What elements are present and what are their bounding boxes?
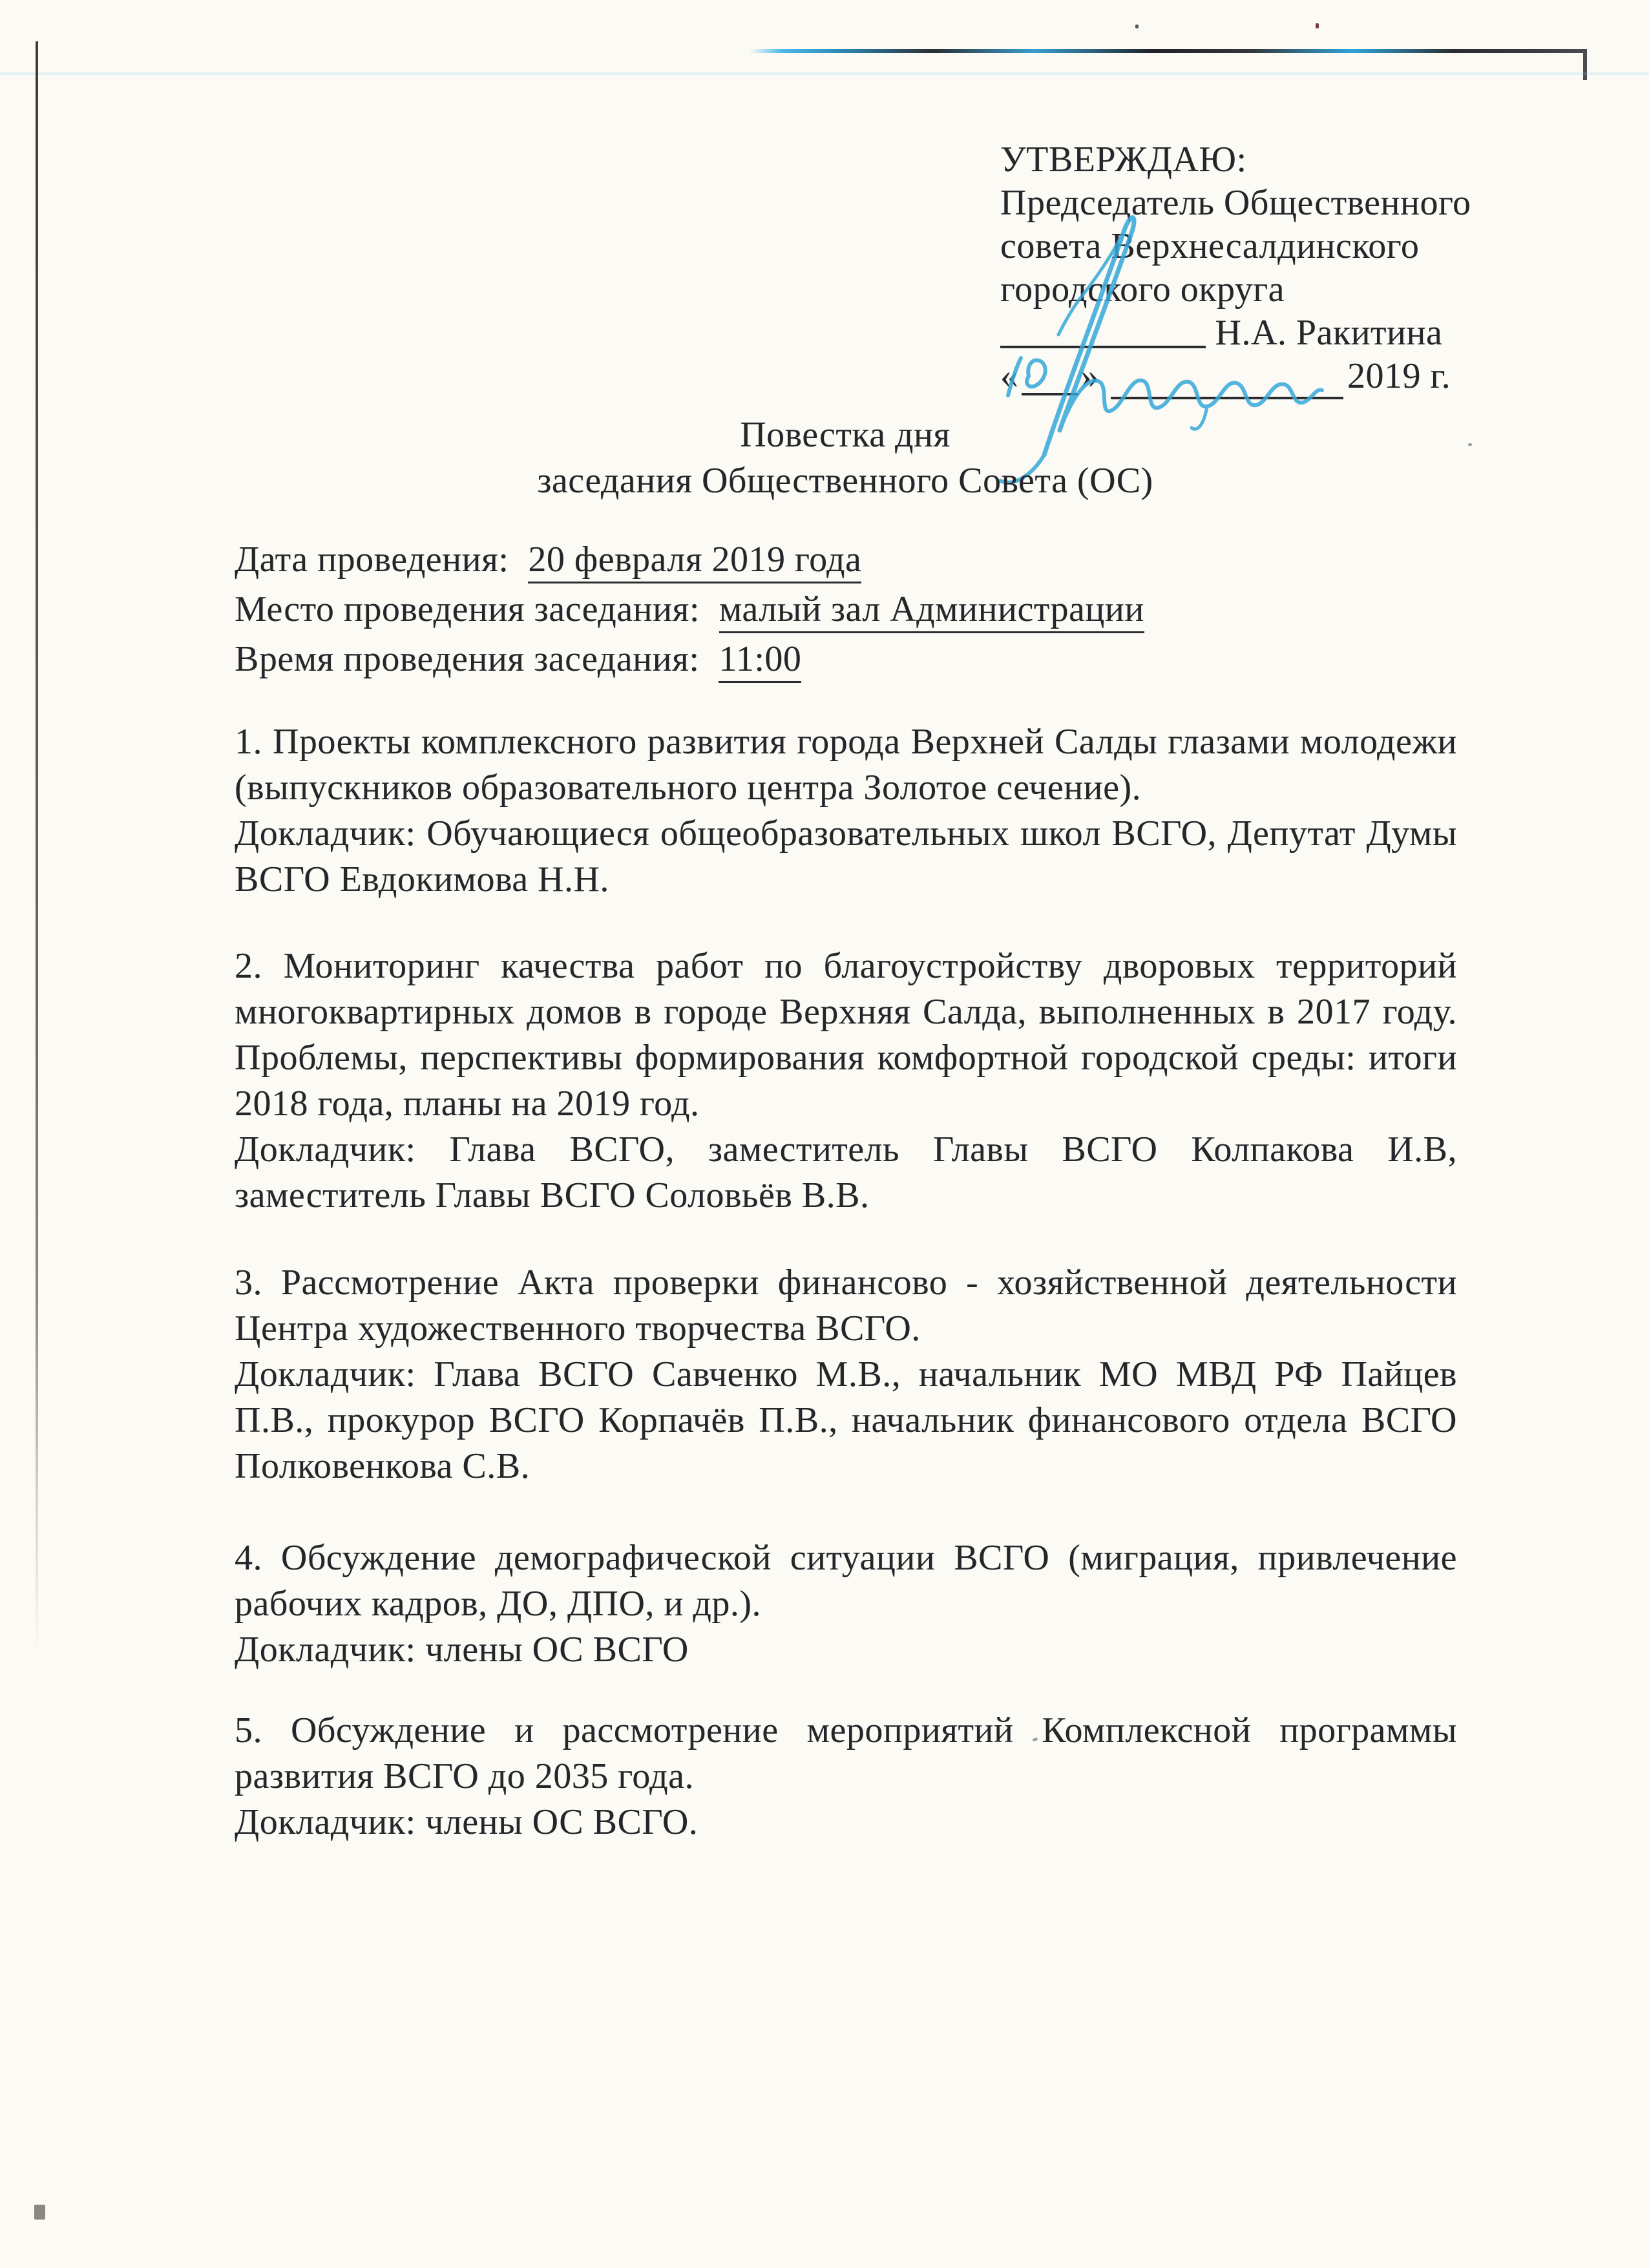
approval-block — [1000, 138, 1471, 399]
month-blank-line — [1111, 397, 1343, 399]
scan-artifact-left-edge-line — [36, 41, 38, 1657]
approval-line: совета Верхнесалдинского — [1000, 226, 1420, 266]
meta-row-place — [235, 585, 1456, 635]
approval-line: городского округа — [1000, 269, 1285, 310]
approval-heading: УТВЕРЖДАЮ: — [1000, 140, 1247, 180]
signature-name-line — [1000, 311, 1465, 355]
agenda-item-speaker: Докладчик: Обучающиеся общеобразовательных школ ВСГО, Депутат Думы ВСГО Евдокимова Н.Н. — [235, 814, 1457, 899]
approval-date-line — [1000, 355, 1465, 399]
scan-artifact-speck — [1135, 25, 1139, 28]
agenda-item-5 — [235, 1708, 1457, 1845]
agenda-item-topic: 1. Проекты комплексного развития города Верхней Салды глазами молодежи (выпускников образовательного центра Золотое сечение). — [235, 722, 1457, 808]
agenda-item-topic: 3. Рассмотрение Акта проверки финансово - хозяйственной деятельности Центра художественного творчества ВСГО. — [235, 1263, 1457, 1349]
close-quote: » — [1080, 356, 1099, 396]
meta-value-underlined: малый зал Администрации — [719, 589, 1144, 633]
approval-line: Председатель Общественного — [1000, 183, 1471, 223]
meta-value-underlined: 11:00 — [719, 639, 801, 683]
year-suffix: 2019 г. — [1347, 356, 1451, 396]
title-line-1: Повестка дня — [740, 415, 951, 455]
day-blank-line — [1022, 393, 1078, 395]
signature-blank-line — [1000, 346, 1206, 348]
meta-label: Место проведения заседания: — [235, 589, 700, 629]
agenda-item-1 — [235, 719, 1457, 903]
meta-row-date — [235, 535, 1456, 585]
approver-name: Н.А. Ракитина — [1215, 313, 1443, 353]
agenda-item-speaker: Докладчик: Глава ВСГО Савченко М.В., начальник МО МВД РФ Пайцев П.В., прокурор ВСГО Корпачёв П.В., начальник финансового отдела ВСГО Полковенкова С.В. — [235, 1354, 1457, 1486]
meta-label: Время проведения заседания: — [235, 639, 700, 679]
agenda-item-topic: 4. Обсуждение демографической ситуации ВСГО (миграция, привлечение рабочих кадров, ДО, ДПО, и др.). — [235, 1538, 1457, 1624]
agenda-item-2 — [235, 943, 1457, 1219]
agenda-item-topic: 2. Мониторинг качества работ по благоустройству дворовых территорий многоквартирных домов в городе Верхняя Салда, выполненных в 2017 году. Проблемы, перспективы формирования комфортной городской среды: итоги 2018 года, планы на 2019 год. — [235, 946, 1457, 1124]
document-title — [235, 412, 1456, 504]
agenda-item-speaker: Докладчик: члены ОС ВСГО. — [235, 1802, 698, 1842]
meta-label: Дата проведения: — [235, 540, 509, 580]
meta-block — [235, 535, 1456, 684]
scan-artifact-cyan-smear — [0, 72, 1649, 75]
open-quote: « — [1000, 356, 1019, 396]
meta-value-underlined: 20 февраля 2019 года — [528, 540, 861, 583]
meta-row-time — [235, 635, 1456, 684]
scan-artifact-speck — [1468, 443, 1472, 446]
agenda-item-4 — [235, 1535, 1457, 1673]
scan-artifact-speck — [1316, 23, 1319, 28]
scan-artifact-toner-square — [34, 2205, 45, 2220]
agenda-item-3 — [235, 1260, 1457, 1489]
agenda-item-speaker: Докладчик: Глава ВСГО, заместитель Главы ВСГО Колпакова И.В, заместитель Главы ВСГО Соловьёв В.В. — [235, 1129, 1457, 1215]
scan-artifact-top-line-hook — [1583, 50, 1587, 80]
agenda-item-topic: 5. Обсуждение и рассмотрение мероприятий Комплексной программы развития ВСГО до 2035 года. — [235, 1710, 1457, 1796]
scan-artifact-top-line — [750, 49, 1587, 53]
agenda-item-speaker: Докладчик: члены ОС ВСГО — [235, 1630, 689, 1670]
title-line-2: заседания Общественного Совета (ОС) — [537, 461, 1153, 501]
